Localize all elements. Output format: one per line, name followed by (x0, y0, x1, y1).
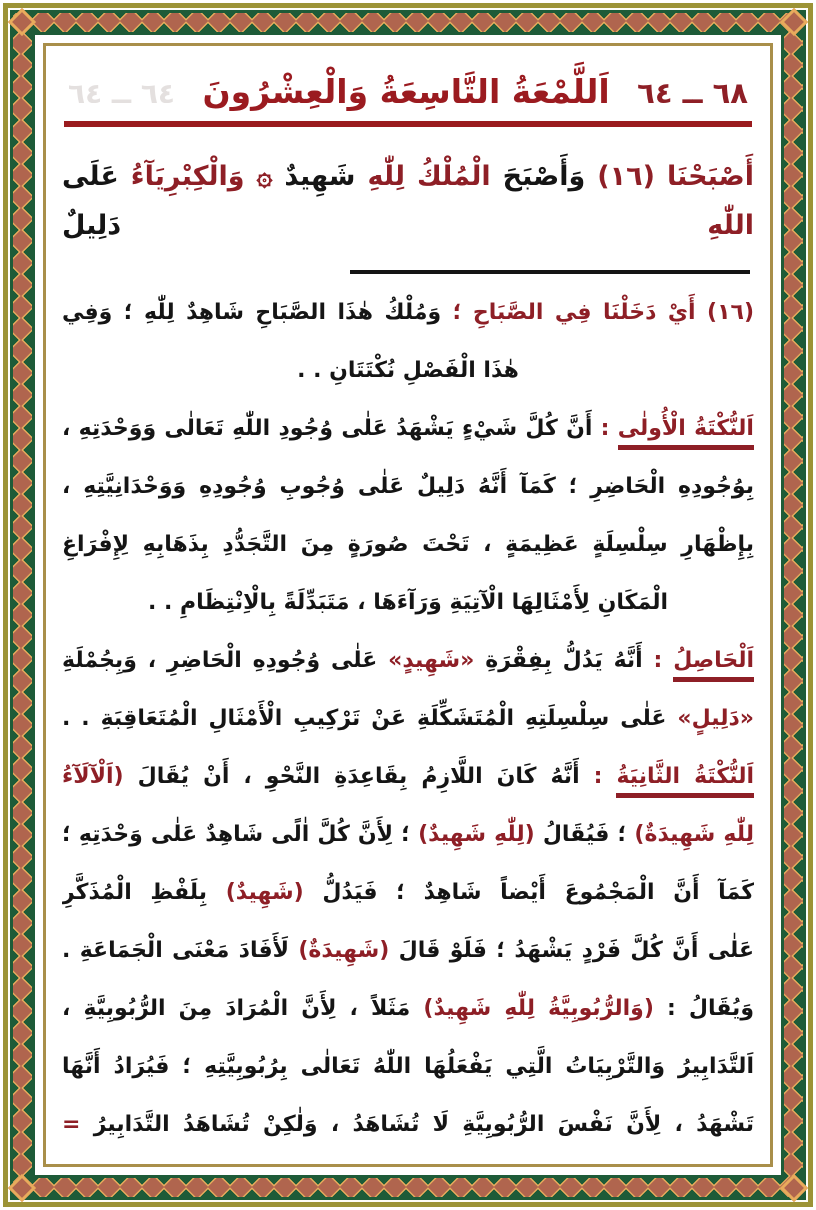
text-segment: بِإِظْهَارِ سِلْسِلَةٍ عَظِيمَةٍ ، تَحْتَ صُورَةٍ مِنَ التَّجَدُّدِ بِذَهَابِهِ لِإِفْرَاغِ (62, 532, 754, 558)
corner-diamond-ornament (8, 1174, 36, 1202)
ghost-page-numbers: ٦٤ ــ ٦٤ (68, 77, 176, 110)
corner-diamond-ornament (780, 8, 808, 36)
text-segment: كَمَآ أَنَّ الْمَجْمُوعَ أَيْضاً شَاهِدٌ ؛ فَيَدُلُّ (303, 880, 754, 906)
text-segment: (شَهِيدَةٌ) (298, 938, 390, 964)
footnote-line (62, 980, 754, 1038)
text-segment: «دَلِيلٍ» (677, 706, 754, 732)
main-verse-line (62, 153, 754, 250)
footnote-separator-rule (350, 270, 750, 274)
text-segment: اَلنُّكْتَةُ الثَّانِيَةُ (616, 764, 754, 798)
text-segment: عَلٰى أَنَّ كُلَّ فَرْدٍ يَشْهَدُ ؛ فَلَوْ قَالَ (389, 938, 754, 964)
footnote-line (62, 632, 754, 690)
text-segment: وَيُقَالُ : (653, 996, 754, 1022)
text-segment: دَلِيلٌ (62, 209, 122, 241)
footnote-line (62, 690, 754, 748)
footnote-line (62, 342, 754, 400)
text-segment: عَلٰى وُجُودِهِ الْحَاضِرِ ، وَبِجُمْلَةِ (62, 648, 389, 674)
text-segment: الْمُلْكُ لِلّٰهِ (355, 161, 491, 192)
footnote-line (62, 864, 754, 922)
ornamental-border-band (10, 10, 806, 1200)
text-segment: (لِلّٰهِ شَهِيدٌ) (418, 822, 535, 848)
text-segment: (شَهِيدٌ) (225, 880, 304, 906)
text-segment: اللّٰهِ (121, 209, 754, 241)
corner-diamond-ornament (780, 1174, 808, 1202)
text-segment: ۞ وَالْكِبْرِيَآءُ (118, 161, 273, 192)
text-segment: عَلَى (62, 161, 119, 192)
frame-outer-olive (3, 3, 813, 1207)
footnote-line (62, 574, 754, 632)
text-segment: أَنَّهُ كَانَ اللَّازِمُ بِقَاعِدَةِ النَّحْوِ ، أَنْ يُقَالَ (123, 764, 580, 790)
page-numbers: ٦٨ ــ ٦٤ (637, 76, 748, 110)
text-segment: (١٦) أَيْ دَخَلْنَا فِي الصَّبَاحِ ؛ (441, 300, 754, 326)
text-segment: شَهِيدٌ (272, 161, 356, 192)
footnote-line (62, 806, 754, 864)
footnote-line (62, 922, 754, 980)
text-segment: اَلتَّدَابِيرُ وَالتَّرْبِيَاتُ الَّتِي يَفْعَلُهَا اللّٰهُ تَعَالٰى بِرُبُوبِيَّتِهِ ؛ فَيُرَادُ أَنَّهَا (62, 1054, 754, 1080)
content-panel (43, 43, 773, 1167)
text-segment: بِلَفْظِ الْمُذَكَّرِ (62, 880, 226, 906)
footnote-line (62, 400, 754, 458)
text-segment: : (592, 416, 618, 442)
text-segment: (وَالرُّبُوبِيَّةُ لِلّٰهِ شَهِيدٌ) (423, 996, 654, 1022)
footnote-line (62, 748, 754, 806)
text-segment: هٰذَا الْفَصْلِ نُكْتَتَانِ . . (297, 358, 519, 384)
text-segment: = (62, 1112, 81, 1138)
footnote-line (62, 1038, 754, 1096)
page-header (68, 72, 748, 111)
footnote-text-block (62, 284, 754, 1154)
text-segment: تَشْهَدُ ، لِأَنَّ نَفْسَ الرُّبُوبِيَّةِ لَا تُشَاهَدُ ، وَلٰكِنْ تُشَاهَدُ التَّدَابِيرُ (80, 1112, 754, 1138)
footnote-line (62, 1096, 754, 1154)
text-segment: وَأَصْبَحَ (490, 161, 586, 192)
text-segment: مَثَلاً ، لِأَنَّ الْمُرَادَ مِنَ الرُّبُوبِيَّةِ ، (62, 996, 424, 1022)
text-segment: (اَلْآلَآءُ (62, 764, 124, 790)
frame-white-gap (8, 8, 808, 1202)
text-segment: : (642, 648, 674, 674)
text-segment: ؛ لِأَنَّ كُلَّ اٰلًى شَاهِدٌ عَلٰى وَحْدَتِهِ ؛ (62, 822, 419, 848)
text-segment: «شَهِيدٍ» (388, 648, 475, 674)
header-double-rule (64, 121, 752, 127)
text-segment: أَنَّهُ يَدُلُّ بِفِقْرَةِ (474, 648, 643, 674)
text-segment: اَلْحَاصِلُ (673, 648, 754, 682)
chapter-title: اَللَّمْعَةُ التَّاسِعَةُ وَالْعِشْرُونَ (202, 72, 610, 111)
text-segment: اَلنُّكْتَةُ الْأُولٰى (618, 416, 754, 450)
text-segment: لَأَفَادَ مَعْنَى الْجَمَاعَةِ . (62, 938, 299, 964)
inner-white-gap (32, 32, 784, 1178)
text-segment: لِلّٰهِ شَهِيدَةٌ) (634, 822, 754, 848)
text-segment: عَلٰى سِلْسِلَتِهِ الْمُتَشَكِّلَةِ عَنْ تَرْكِيبِ الْأَمْثَالِ الْمُتَعَاقِبَةِ . . (62, 706, 678, 732)
text-segment: الْمَكَانِ لِأَمْثَالِهَا الْآتِيَةِ وَرَآءَهَا ، مَتَبَدِّلَةً بِالْاِنْتِظَامِ . . (147, 590, 669, 616)
text-segment: أَصْبَحْنَا (١٦) (585, 161, 754, 192)
text-segment: ؛ فَيُقَالُ (534, 822, 635, 848)
text-segment: بِوُجُودِهِ الْحَاضِرِ ؛ كَمَآ أَنَّهُ دَلِيلٌ عَلٰى وُجُوبِ وُجُودِهِ وَوَحْدَانِيَّتِهِ ، (62, 474, 754, 500)
footnote-line (62, 516, 754, 574)
footnote-line (62, 458, 754, 516)
text-segment: : (579, 764, 617, 790)
footnote-line (62, 284, 754, 342)
text-segment: وَمُلْكُ هٰذَا الصَّبَاحِ شَاهِدٌ لِلّٰهِ ؛ وَفِي (62, 300, 442, 326)
text-segment: أَنَّ كُلَّ شَيْءٍ يَشْهَدُ عَلٰى وُجُودِ اللّٰهِ تَعَالٰى وَوَحْدَتِهِ ، (62, 416, 593, 442)
